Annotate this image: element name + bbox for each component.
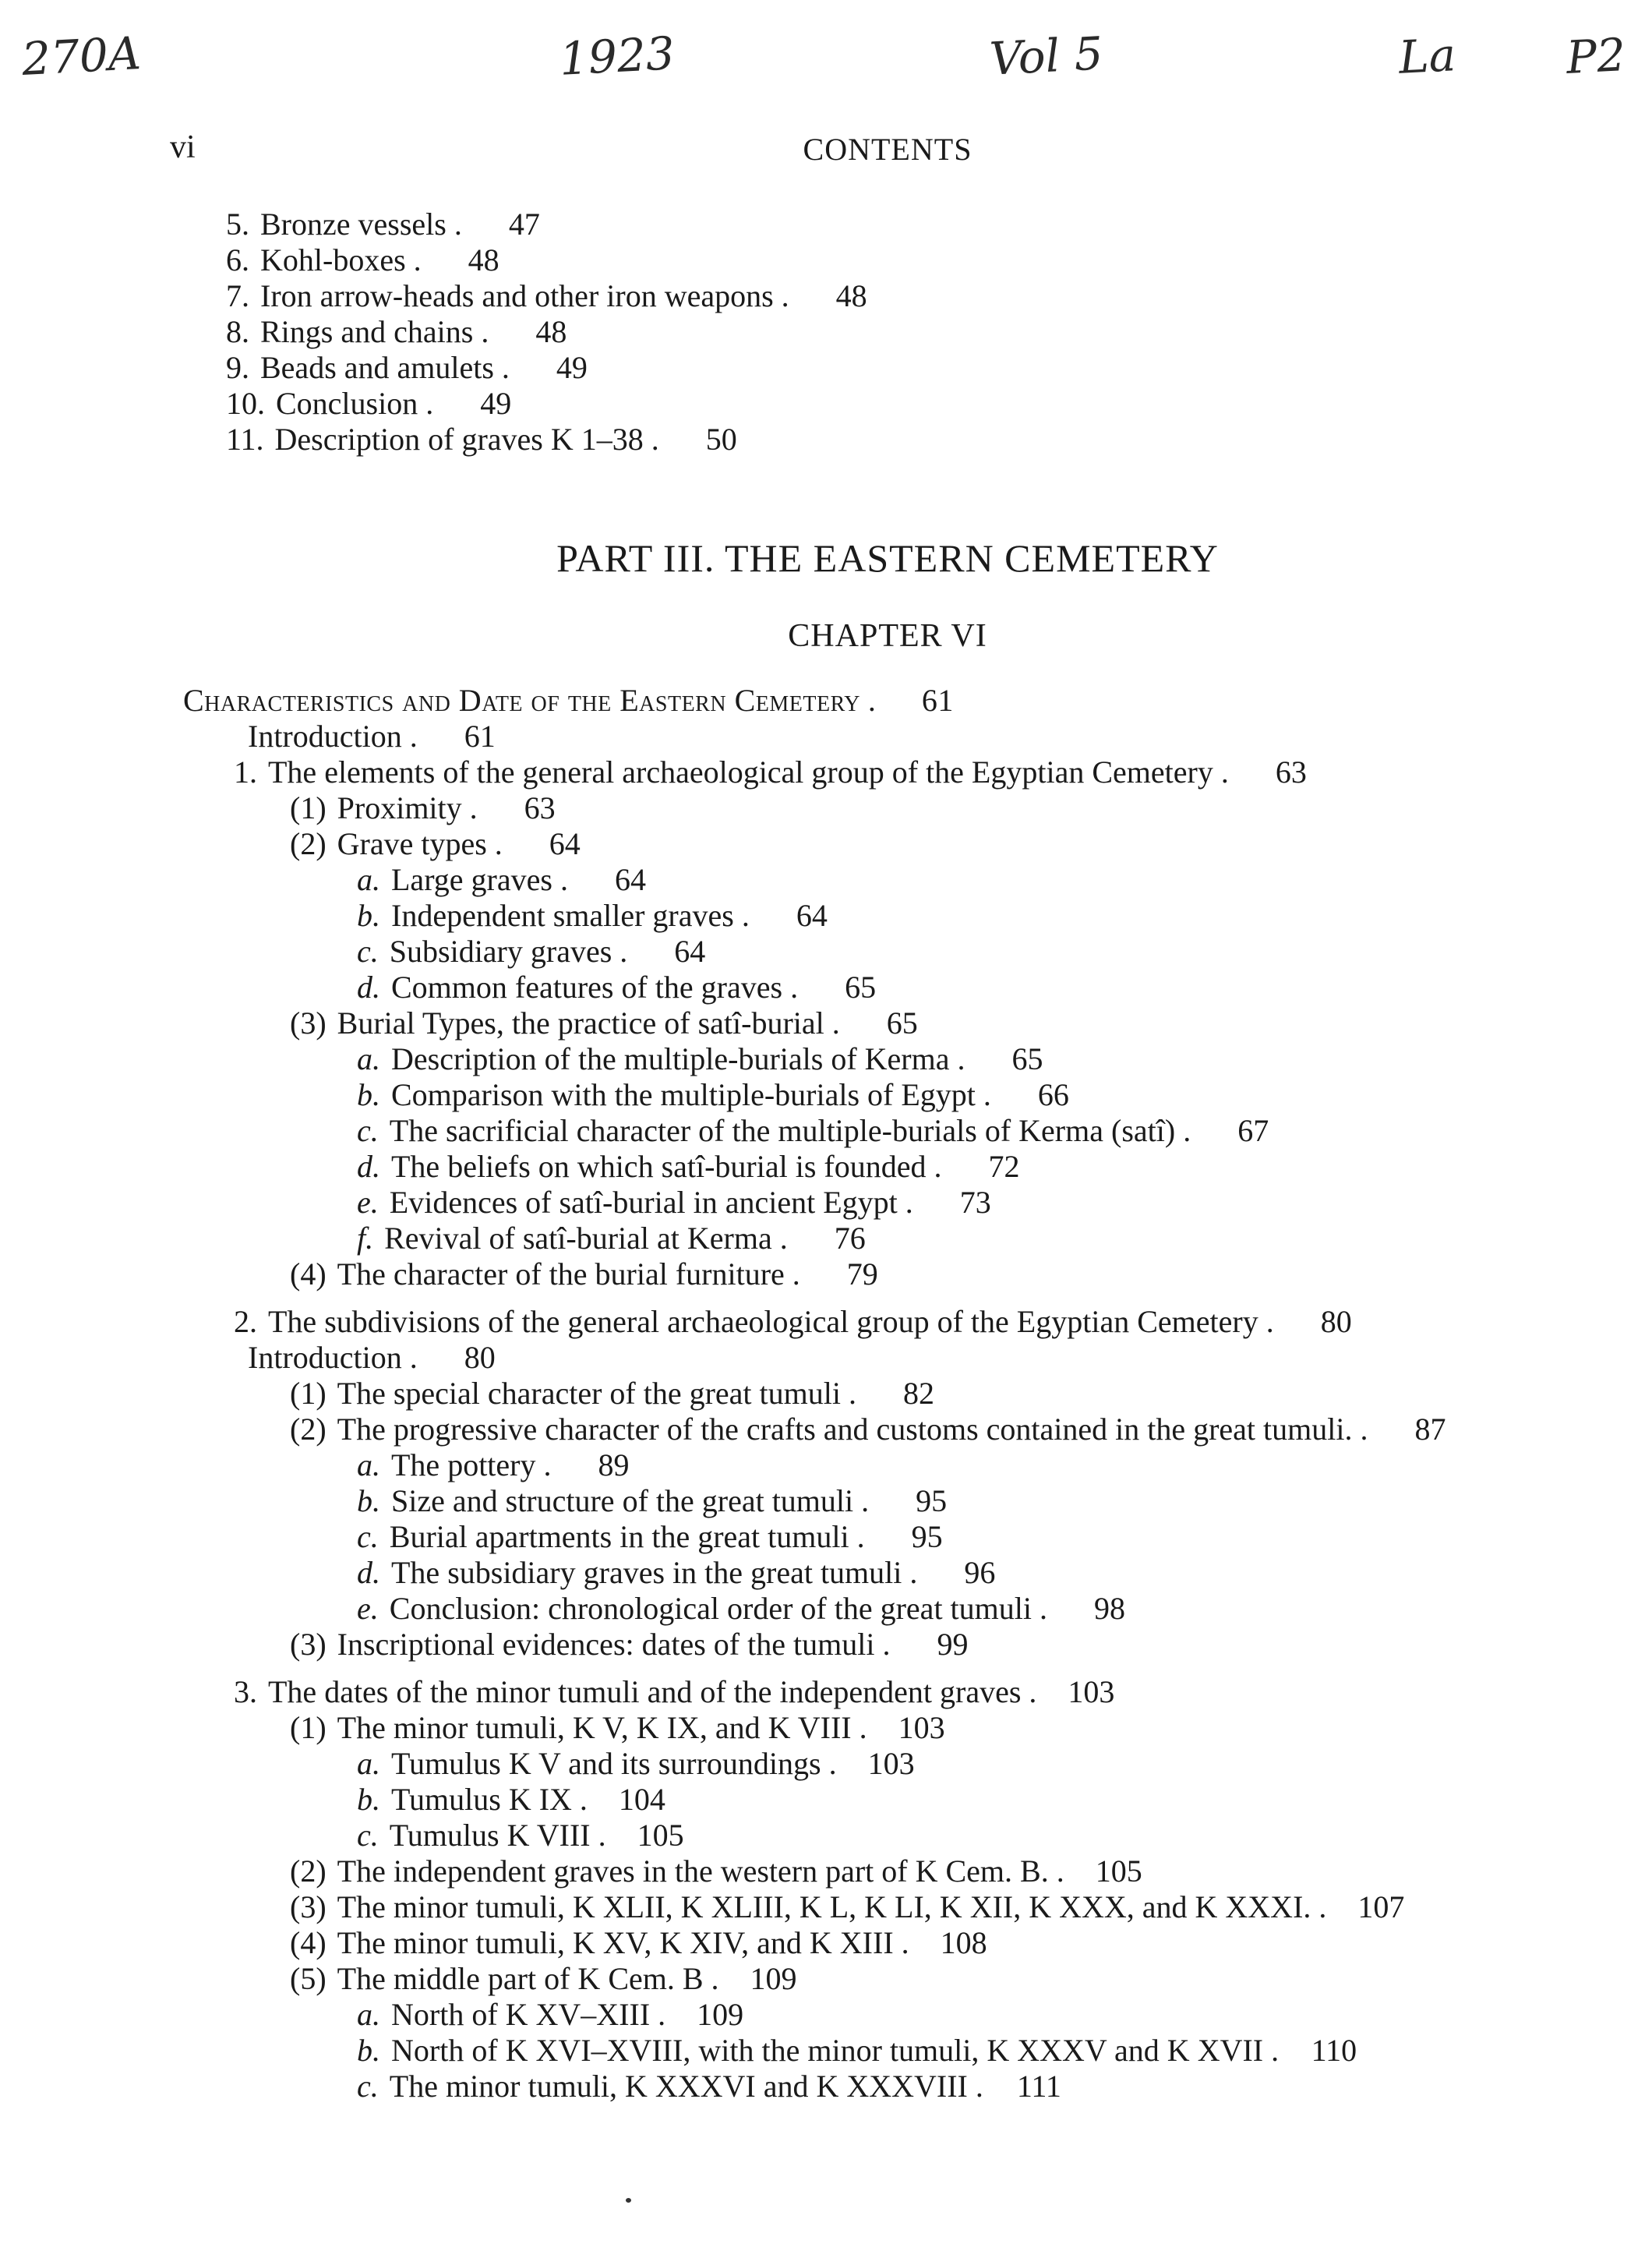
toc-entry-page: 72 [988, 1149, 1020, 1184]
toc-entry-title: The minor tumuli, K XV, K XIV, and K XIII [337, 1925, 894, 1960]
dot-leader [1258, 1304, 1290, 1340]
toc-entry-number: d. [357, 1555, 380, 1590]
dot-leader [1263, 2033, 1294, 2069]
toc-entry-title: The independent graves in the western part of K Cem. B. [337, 1853, 1049, 1889]
toc-entry-number: (1) [290, 790, 327, 825]
toc-entry-number: (4) [290, 1925, 327, 1960]
dot-leader [612, 934, 643, 970]
toc-entry-page: 64 [674, 934, 706, 969]
dot-leader [406, 242, 437, 278]
dot-leader [774, 278, 805, 314]
toc-entry-title: Tumulus K VIII [389, 1818, 591, 1853]
toc-entry-title: Rings and chains [260, 314, 474, 349]
toc-entry-page: 109 [750, 1961, 797, 1996]
toc-entry-page: 80 [1320, 1304, 1352, 1339]
dot-leader [1175, 1113, 1206, 1149]
toc-entry-page: 99 [937, 1627, 969, 1662]
toc-entry-page: 89 [598, 1447, 630, 1482]
dot-leader [494, 350, 525, 386]
dot-leader [849, 1519, 881, 1555]
toc-entry-number: a. [357, 1041, 380, 1076]
toc-entry-title: The middle part of K Cem. B [337, 1961, 704, 1996]
toc-entry-number: (1) [290, 1376, 327, 1411]
toc-entry-number: (2) [290, 826, 327, 861]
toc-entry-number: c. [357, 1519, 379, 1554]
handwritten-note-5: P2 [1565, 28, 1627, 84]
toc-entry-number: 7. [226, 278, 249, 313]
toc-entry-number: b. [357, 1077, 380, 1112]
dot-leader [552, 862, 584, 898]
toc-entry-page: 63 [1275, 754, 1307, 790]
dot-leader [821, 1746, 852, 1782]
dot-leader [772, 1221, 803, 1256]
page-number: vi [170, 129, 196, 165]
toc-entry-title: Independent smaller graves [391, 898, 734, 933]
toc-entry-page: 96 [964, 1555, 996, 1590]
toc-entry-title: The special character of the great tumuli [337, 1376, 841, 1411]
toc-entry-number: d. [357, 970, 380, 1005]
toc-entry-page: 108 [940, 1925, 987, 1960]
toc-entry-title: The minor tumuli, K XLII, K XLIII, K L, K LI, K XII, K XXX, and K XXXI. [337, 1889, 1311, 1924]
dot-leader [402, 719, 433, 754]
dot-leader [1213, 754, 1244, 790]
dot-leader [874, 1627, 905, 1663]
dot-leader [734, 898, 765, 934]
dot-leader [1353, 1412, 1384, 1447]
toc-entry-title: The minor tumuli, K XXXVI and K XXXVIII [389, 2069, 968, 2104]
toc-entry-number: 11. [226, 422, 264, 457]
toc-entry-page: 65 [1011, 1041, 1043, 1076]
dot-leader [1311, 1889, 1342, 1925]
dot-leader [841, 1376, 872, 1412]
dot-leader [968, 2069, 999, 2104]
toc-entry-number: a. [357, 862, 380, 897]
toc-entry-number: c. [357, 934, 379, 969]
toc-entry-page: 103 [1068, 1674, 1115, 1709]
toc-entry-title: Conclusion [276, 386, 418, 421]
toc-entry-title: Grave types [337, 826, 487, 861]
dot-leader [473, 314, 504, 350]
toc-entry-page: 105 [637, 1818, 684, 1853]
toc-entry-page: 61 [464, 719, 496, 754]
toc-entry-page: 49 [480, 386, 512, 421]
toc-entry-title: Inscriptional evidences: dates of the tumuli [337, 1627, 875, 1662]
toc-entry-title: Common features of the graves [391, 970, 783, 1005]
toc-entry-number: e. [357, 1591, 379, 1626]
handwritten-note-3: Vol 5 [988, 27, 1105, 86]
toc-entry-page: 73 [959, 1185, 991, 1220]
toc-entry-number: 8. [226, 314, 249, 349]
dot-leader [824, 1005, 856, 1041]
toc-entry-number: (2) [290, 1412, 327, 1447]
part-title: PART III. THE EASTERN CEMETERY [556, 536, 1219, 580]
toc-entry-number: a. [357, 1997, 380, 2032]
toc-entry-title: The subdivisions of the general archaeological group of the Egyptian Cemetery [268, 1304, 1258, 1339]
dot-leader [853, 1483, 884, 1519]
toc-entry-title: Size and structure of the great tumuli [391, 1483, 854, 1518]
toc-entry-title: Description of graves K 1–38 [274, 422, 644, 457]
toc-entry-number: (5) [290, 1961, 327, 1996]
dot-leader [898, 1185, 929, 1221]
dot-leader [447, 207, 478, 242]
toc-entry-number: 10. [226, 386, 265, 421]
handwritten-note-2: 1923 [558, 27, 676, 86]
toc-entry-title: Introduction [248, 1340, 402, 1375]
toc-entry-page: 107 [1357, 1889, 1405, 1924]
dot-leader [949, 1041, 980, 1077]
toc-entry-page: 104 [618, 1782, 665, 1817]
toc-entry-page: 61 [921, 683, 954, 718]
dot-leader [572, 1782, 603, 1818]
toc-entry-page: 111 [1016, 2069, 1061, 2104]
toc-entry-title: Iron arrow-heads and other iron weapons [260, 278, 774, 313]
toc-entry-title: Tumulus K V and its surroundings [391, 1746, 821, 1781]
toc-entry-title: Beads and amulets [260, 350, 494, 385]
toc-entry-title: The sacrificial character of the multiple-burials of Kerma (satî) [389, 1113, 1176, 1148]
chapter-title: CHAPTER VI [788, 618, 987, 654]
toc-entry-number: a. [357, 1746, 380, 1781]
dot-leader [894, 1925, 925, 1961]
running-head: CONTENTS [803, 132, 972, 167]
toc-entry-page: 95 [916, 1483, 948, 1518]
dot-leader [1049, 1853, 1080, 1889]
toc-entry-number: b. [357, 2033, 380, 2068]
dot-leader [1032, 1591, 1063, 1627]
toc-entry-title: Description of the multiple-burials of Kerma [391, 1041, 950, 1076]
toc-entry-title: Kohl-boxes [260, 242, 406, 277]
toc-entry-title: The elements of the general archaeological group of the Egyptian Cemetery [268, 754, 1213, 790]
toc-entry-page: 49 [556, 350, 588, 385]
toc-entry-title: Burial Types, the practice of satî-burial [337, 1005, 824, 1041]
toc-entry-page: 79 [846, 1256, 878, 1292]
toc-entry-page: 80 [464, 1340, 496, 1375]
toc-entry-page: 103 [898, 1710, 945, 1745]
toc-entry-page: 63 [524, 790, 556, 825]
dot-leader [852, 1710, 883, 1746]
toc-entry-title: North of K XVI–XVIII, with the minor tumuli, K XXXV and K XVII [391, 2033, 1264, 2068]
toc-entry-page: 67 [1237, 1113, 1269, 1148]
dot-leader [644, 422, 675, 458]
toc-entry-number: (3) [290, 1889, 327, 1924]
toc-entry-page: 110 [1311, 2033, 1357, 2068]
handwritten-note-4: La [1397, 28, 1457, 84]
toc-entry-title: Proximity [337, 790, 462, 825]
toc-entry-title: Large graves [391, 862, 552, 897]
toc-entry-page: 82 [903, 1376, 934, 1411]
toc-entry-number: (2) [290, 1853, 327, 1889]
toc-entry-title: The beliefs on which satî-burial is founded [391, 1149, 927, 1184]
toc-entry-number: c. [357, 2069, 379, 2104]
toc-entry-number: c. [357, 1113, 379, 1148]
toc-entry-title: Subsidiary graves [389, 934, 612, 969]
toc-entry-title: North of K XV–XIII [391, 1997, 651, 2032]
toc-entry-number: 6. [226, 242, 249, 277]
toc-entry-page: 87 [1414, 1412, 1446, 1447]
dot-leader [487, 826, 518, 862]
toc-entry-title: Comparison with the multiple-burials of Egypt [391, 1077, 976, 1112]
dot-leader [704, 1961, 735, 1997]
toc-entry-title: Burial apartments in the great tumuli [389, 1519, 849, 1554]
toc-entry-title: Tumulus K IX [391, 1782, 572, 1817]
toc-entry-number: e. [357, 1185, 379, 1220]
toc-entry-number: (1) [290, 1710, 327, 1745]
toc-entry-page: 98 [1094, 1591, 1126, 1626]
toc-entry-page: 65 [845, 970, 877, 1005]
toc-entry-title: Introduction [248, 719, 402, 754]
dot-leader [462, 790, 493, 826]
toc-entry-number: (3) [290, 1627, 327, 1662]
toc-entry-title: The dates of the minor tumuli and of the independent graves [268, 1674, 1022, 1709]
toc-entry-page: 64 [614, 862, 646, 897]
ink-speck [626, 2198, 631, 2203]
toc-entry-number: f. [357, 1221, 374, 1256]
toc-entry-page: 47 [508, 207, 540, 242]
toc-entry-page: 109 [697, 1997, 744, 2032]
toc-entry-number: a. [357, 1447, 380, 1482]
dot-leader [782, 970, 814, 1005]
toc-entry-title: The character of the burial furniture [337, 1256, 785, 1292]
dot-leader [591, 1818, 622, 1853]
toc-entry-number: 3. [234, 1674, 257, 1709]
toc-entry-number: b. [357, 1782, 380, 1817]
dot-leader [860, 683, 891, 719]
dot-leader [1021, 1674, 1052, 1710]
dot-leader [785, 1256, 816, 1292]
dot-leader [926, 1149, 957, 1185]
toc-entry-page: 76 [834, 1221, 866, 1256]
toc-entry-number: b. [357, 898, 380, 933]
toc-entry-title: The pottery [391, 1447, 536, 1482]
toc-entry-number: 9. [226, 350, 249, 385]
dot-leader [902, 1555, 933, 1591]
toc-entry-title: The progressive character of the crafts and customs contained in the great tumuli. [337, 1412, 1353, 1447]
toc-entry-page: 103 [867, 1746, 915, 1781]
toc-entry-page: 105 [1095, 1853, 1142, 1889]
dot-leader [402, 1340, 433, 1376]
dot-leader [650, 1997, 681, 2033]
toc-entry-page: 65 [886, 1005, 918, 1041]
dot-leader [976, 1077, 1007, 1113]
toc-entry-number: 2. [234, 1304, 257, 1339]
toc-entry-number: d. [357, 1149, 380, 1184]
handwritten-note-1: 270A [20, 27, 143, 86]
toc-entry-title: Revival of satî-burial at Kerma [384, 1221, 772, 1256]
toc-entry-page: 64 [796, 898, 828, 933]
toc-entry-page: 48 [468, 242, 499, 277]
toc-entry-number: c. [357, 1818, 379, 1853]
dot-leader [418, 386, 449, 422]
toc-entry-number: 5. [226, 207, 249, 242]
toc-entry-title: Characteristics and Date of the Eastern Cemetery [183, 683, 860, 718]
toc-entry-number: (3) [290, 1005, 327, 1041]
toc-entry-title: Bronze vessels [260, 207, 447, 242]
dot-leader [536, 1447, 567, 1483]
toc-entry-title: The minor tumuli, K V, K IX, and K VIII [337, 1710, 852, 1745]
toc-entry-title: Conclusion: chronological order of the great tumuli [389, 1591, 1032, 1626]
toc-entry-number: b. [357, 1483, 380, 1518]
toc-entry-page: 50 [705, 422, 737, 457]
toc-entry-page: 95 [911, 1519, 943, 1554]
toc-entry-page: 48 [835, 278, 867, 313]
toc-entry-page: 48 [535, 314, 567, 349]
toc-entry-number: 1. [234, 754, 257, 790]
toc-entry-page: 64 [549, 826, 581, 861]
toc-entry-number: (4) [290, 1256, 327, 1292]
toc-entry-title: Evidences of satî-burial in ancient Egypt [389, 1185, 898, 1220]
toc-entry-page: 66 [1037, 1077, 1069, 1112]
toc-entry-title: The subsidiary graves in the great tumuli [391, 1555, 902, 1590]
